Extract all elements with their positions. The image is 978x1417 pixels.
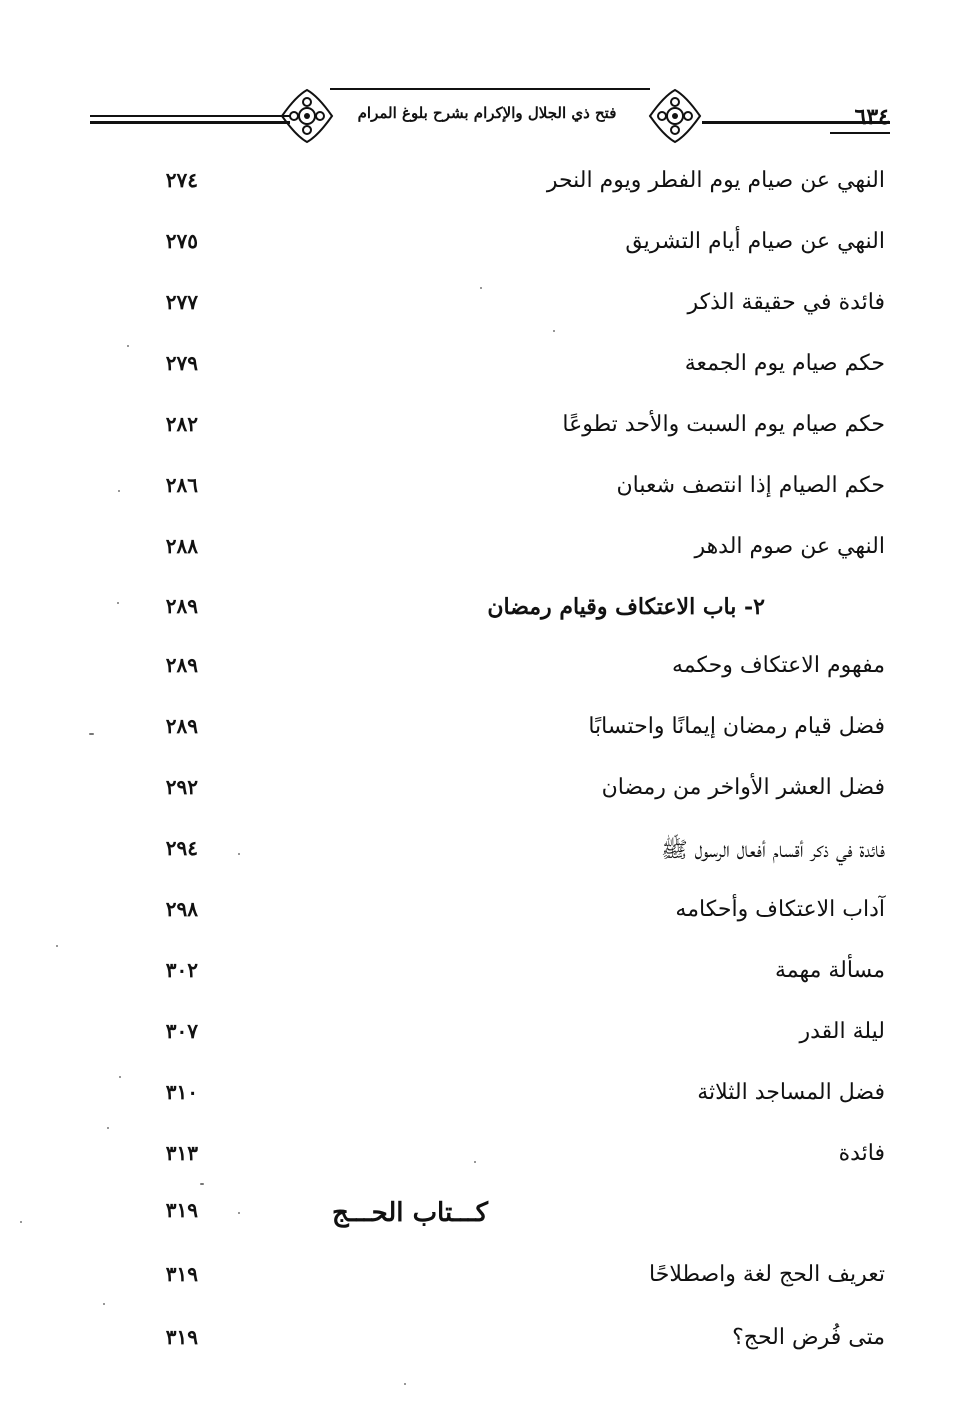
scan-speck <box>480 287 482 289</box>
toc-entry-page: ٢٨٩ <box>165 653 198 677</box>
toc-entry-title: فضل المساجد الثلاثة <box>697 1080 885 1105</box>
toc-entry-title: آداب الاعتكاف وأحكامه <box>675 897 885 922</box>
page-number: ٦٣٤ <box>830 104 890 134</box>
toc-row <box>120 653 885 693</box>
toc-book-title: كـــتاب الحـــج <box>331 1198 489 1228</box>
toc-entry-page: ٢٩٤ <box>165 836 198 860</box>
scan-speck <box>56 945 58 947</box>
toc-entry-page: ٢٨٩ <box>165 594 198 618</box>
scan-speck <box>103 1303 105 1305</box>
toc-row <box>120 775 885 815</box>
scan-speck <box>127 345 129 347</box>
toc-entry-page: ٣٠٢ <box>165 958 198 982</box>
toc-entry-page: ٣١٣ <box>165 1141 198 1165</box>
toc-entry-page: ٢٧٧ <box>165 290 198 314</box>
scan-speck <box>117 602 119 604</box>
scan-speck <box>474 1161 476 1163</box>
scan-speck <box>238 1212 240 1214</box>
toc-row <box>120 473 885 513</box>
toc-row <box>120 168 885 208</box>
toc-entry-title: فائدة <box>838 1141 885 1166</box>
toc-entry-page: ٣١٩ <box>165 1325 198 1349</box>
toc-row <box>120 958 885 998</box>
scan-speck <box>553 330 555 332</box>
toc-entry-title: النهي عن صيام يوم الفطر ويوم النحر <box>546 168 885 193</box>
toc-row <box>120 897 885 937</box>
toc-entry-title: حكم صيام يوم الجمعة <box>684 351 885 376</box>
toc-entry-page: ٢٨٦ <box>165 473 198 497</box>
toc-row <box>120 412 885 452</box>
toc-row <box>120 534 885 574</box>
scan-speck <box>404 1383 406 1385</box>
toc-entry-title: فضل قيام رمضان إيمانًا واحتسابًا <box>588 714 885 739</box>
toc-section-title: ٢- باب الاعتكاف وقيام رمضان <box>487 594 765 620</box>
toc-entry-title: تعريف الحج لغة واصطلاحًا <box>649 1262 885 1287</box>
toc-row <box>120 1080 885 1120</box>
toc-entry-title: النهي عن صيام أيام التشريق <box>625 229 885 254</box>
toc-entry-page: ٣١٩ <box>165 1262 198 1286</box>
scan-speck <box>200 1183 204 1185</box>
scan-speck <box>107 1127 109 1129</box>
toc-entry-page: ٣١٠ <box>165 1080 198 1104</box>
toc-entry-title: فضل العشر الأواخر من رمضان <box>601 775 885 800</box>
toc-row <box>120 1019 885 1059</box>
toc-entry-page: ٢٨٢ <box>165 412 198 436</box>
toc-entry-title: مسألة مهمة <box>774 958 885 983</box>
scan-speck <box>119 1076 121 1078</box>
toc-entry-title: حكم صيام يوم السبت والأحد تطوعًا <box>562 412 885 437</box>
toc-entry-page: ٢٨٩ <box>165 714 198 738</box>
toc-entry-title: حكم الصيام إذا انتصف شعبان <box>616 473 885 498</box>
toc-book-row <box>120 1198 885 1238</box>
scan-speck <box>238 853 240 855</box>
toc-entry-page: ٢٧٥ <box>165 229 198 253</box>
scan-speck <box>89 733 94 735</box>
toc-entry-page: ٣٠٧ <box>165 1019 198 1043</box>
toc-row <box>120 290 885 330</box>
toc-entry-page: ٢٨٨ <box>165 534 198 558</box>
toc-row <box>120 836 885 876</box>
toc-row <box>120 1325 885 1365</box>
scan-speck <box>20 1221 22 1223</box>
toc-entry-title: متى فُرض الحج؟ <box>732 1325 885 1350</box>
toc-entry-page: ٣١٩ <box>165 1198 198 1222</box>
toc-row <box>120 229 885 269</box>
toc-entry-title: ليلة القدر <box>799 1019 885 1044</box>
toc-section-row <box>120 594 885 634</box>
toc-entry-page: ٢٧٤ <box>165 168 198 192</box>
toc-entry-title: فائدة في ذكر أقسام أفعال الرسول ﷺ <box>661 838 885 863</box>
toc-entry-title: النهي عن صوم الدهر <box>694 534 885 559</box>
scan-speck <box>118 490 120 492</box>
book-title: فتح ذي الجلال والإكرام بشرح بلوغ المرام <box>357 104 617 122</box>
toc-row <box>120 714 885 754</box>
toc-row <box>120 351 885 391</box>
toc-entry-page: ٢٧٩ <box>165 351 198 375</box>
toc-row <box>120 1262 885 1302</box>
toc-entry-title: فائدة في حقيقة الذكر <box>687 290 885 315</box>
toc-entry-title: مفهوم الاعتكاف وحكمه <box>672 653 885 678</box>
toc-row <box>120 1141 885 1181</box>
toc-entry-page: ٢٩٨ <box>165 897 198 921</box>
toc-entry-page: ٢٩٢ <box>165 775 198 799</box>
